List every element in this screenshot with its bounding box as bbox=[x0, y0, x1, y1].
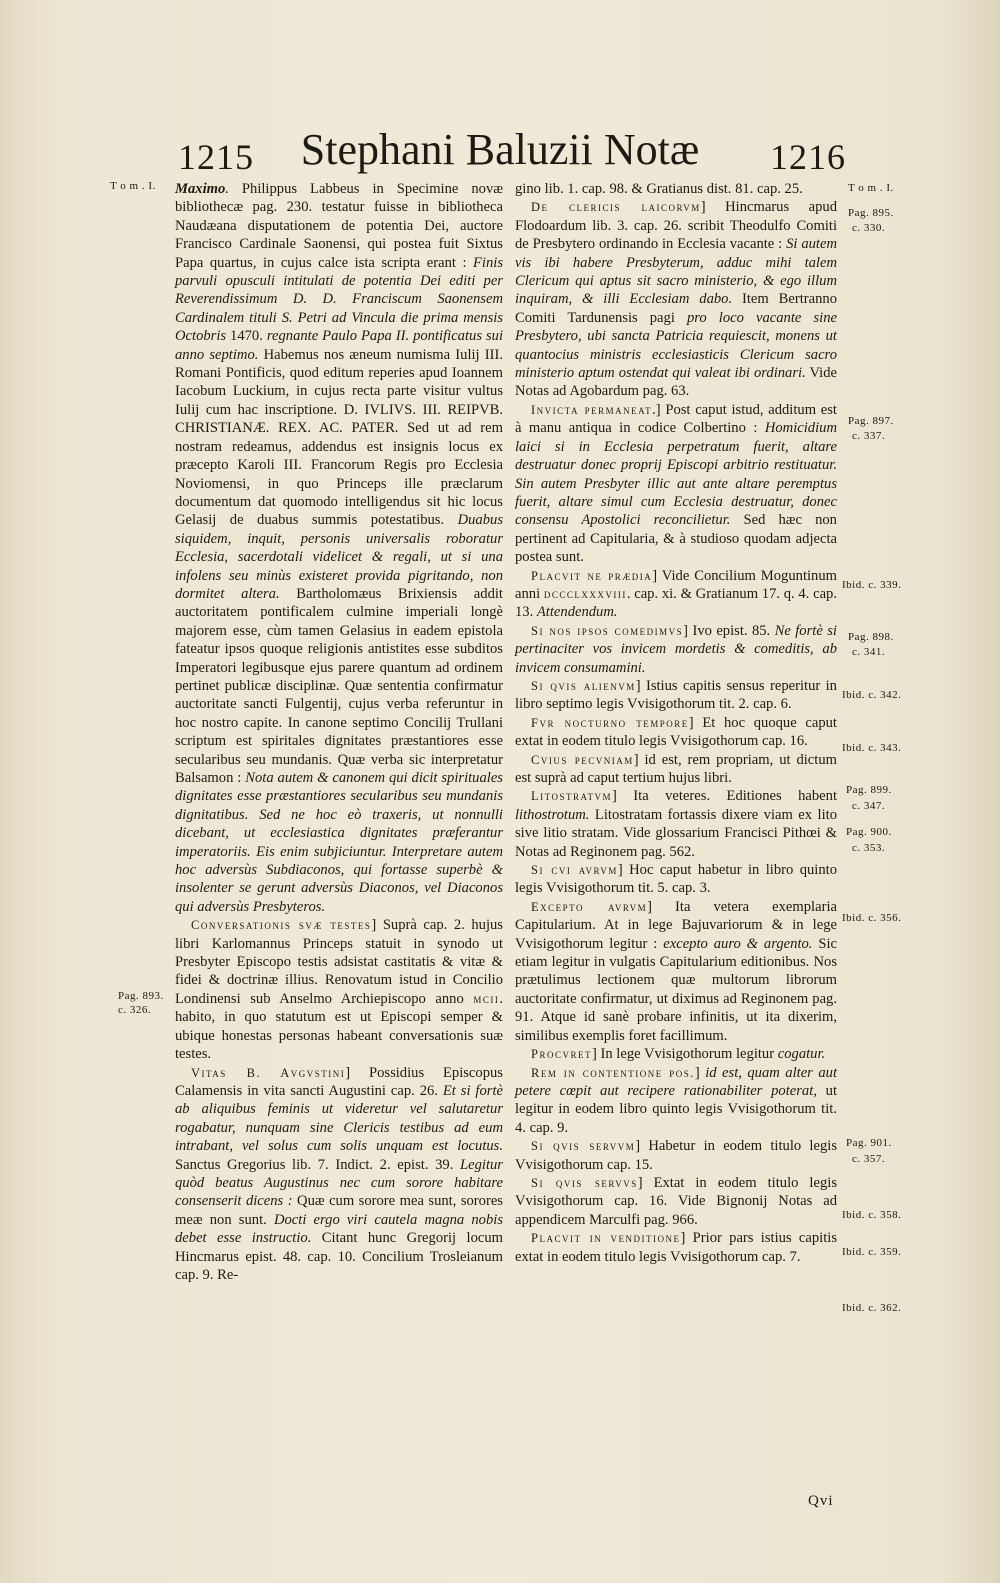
running-title: Stephani Baluzii Notæ bbox=[300, 125, 700, 174]
paragraph: Si qvis servvs] Extat in eodem titulo legis Vvisigothorum cap. 16. Vide Bignonij Notas ad appendicem Marculfi pag. 966. bbox=[515, 1174, 837, 1228]
margin-ref: Ibid. c. 339. bbox=[842, 579, 902, 591]
margin-ref: Pag. 901. bbox=[846, 1137, 892, 1149]
margin-ref: c. 357. bbox=[852, 1153, 886, 1165]
margin-ref: Pag. 898. bbox=[848, 631, 894, 643]
catchword: Qvi bbox=[808, 1493, 834, 1509]
paragraph: Si qvis servvm] Habetur in eodem titulo legis Vvisigothorum cap. 15. bbox=[515, 1138, 837, 1173]
margin-ref: Ibid. c. 359. bbox=[842, 1246, 902, 1258]
margin-ref: Ibid. c. 362. bbox=[842, 1302, 902, 1314]
margin-ref: c. 326. bbox=[118, 1004, 152, 1016]
margin-ref: c. 337. bbox=[852, 430, 886, 442]
margin-tome-right: T o m . I. bbox=[848, 182, 894, 194]
paragraph: Si nos ipsos comedimvs] Ivo epist. 85. Ne fortè si pertinaciter vos invicem mordetis & comeditis, ab invicem consumamini. bbox=[515, 622, 837, 676]
paragraph: Invicta permaneat.] Post caput istud, additum est à manu antiqua in codice Colbertino : Homicidium laici si in Ecclesia perpetratum fuerit, altare destruatur donec proprij Episcopi arbitrio restituatur. Sin autem Presbyter illic aut ante altare peremptus fuerit, altare simul cum Ecclesia destruatur, donec consensu Apostolici reconcilietur. Sed hæc non pertinent ad Capitularia, & à studioso quodam adjecta postea sunt. bbox=[515, 401, 837, 566]
margin-ref: Pag. 897. bbox=[848, 415, 894, 427]
paragraph: Placvit in venditione] Prior pars istius capitis extat in eodem titulo legis Vvisigothorum cap. 7. bbox=[515, 1230, 837, 1265]
margin-tome-left: T o m . I. bbox=[110, 180, 156, 192]
paragraph: Litostratvm] Ita veteres. Editiones habent lithostrotum. Litostratam fortassis dixere viam ex lito sive litio stratam. Vide glossarium Francisci Pithœi & Notas ad Reginonem pag. 562. bbox=[515, 788, 837, 860]
paragraph: Conversationis svæ testes] Suprà cap. 2. hujus libri Karlomannus Princeps statuit in synodo ut Presbyter Episcopo testis adsistat castitatis & vitæ & fidei & doctrinæ illius. Renovatum istud in Concilio Londinensi sub Anselmo Archiepiscopo anno mcii. habito, in quo statutum est ut Episcopi semper & ubique honestas personas habeant conversationis suæ testes. bbox=[175, 917, 503, 1063]
paragraph: Placvit ne prædia] Vide Concilium Moguntinum anni dccclxxxviii. cap. xi. & Gratianum 17. q. 4. cap. 13. Attendendum. bbox=[515, 567, 838, 621]
paragraph: De clericis laicorvm] Hincmarus apud Flodoardum lib. 3. cap. 26. scribit Theodulfo Comiti de Presbytero ordinando in Ecclesia vacante : Si autem vis ibi habere Presbyterum, adduc mihi talem Clericum qui aptus sit sacro ministerio, & ego illum inquiram, & illi Ecclesiam dabo. Item Bertranno Comiti Tardunensis pagi pro loco vacante sine Presbytero, ubi sancta Patricia requiescit, monens ut quantocius ministris ecclesiasticis Clericum sacro ministerio aptum ostendat qui valeat ibi ordinari. Vide Notas ad Agobardum pag. 63. bbox=[515, 199, 837, 400]
margin-ref: Ibid. c. 342. bbox=[842, 689, 902, 701]
paragraph: gino lib. 1. cap. 98. & Gratianus dist. 81. cap. 25. bbox=[515, 181, 803, 197]
page-number-left: 1215 bbox=[178, 137, 254, 177]
margin-ref: Ibid. c. 358. bbox=[842, 1209, 902, 1221]
paragraph: Excepto avrvm] Ita vetera exemplaria Capitularium. At in lege Bajuvariorum & in lege Vvisigothorum legitur : excepto auro & argento. Sic etiam legitur in vulgatis Capitularium editionibus. Nos prætulimus lectionem quæ multorum librorum auctoritate confirmatur, ut diximus ad Reginonem pag. 91. Atque id sanè probare infinitis, ut ita dixerim, similibus exemplis foret facillimum. bbox=[515, 898, 837, 1044]
left-column bbox=[175, 180, 503, 1284]
margin-ref: Ibid. c. 356. bbox=[842, 912, 902, 924]
margin-ref: c. 353. bbox=[852, 842, 886, 854]
running-header bbox=[0, 118, 1000, 178]
margin-ref: Pag. 893. bbox=[118, 990, 164, 1002]
margin-ref: c. 330. bbox=[852, 222, 886, 234]
paragraph: Si cvi avrvm] Hoc caput habetur in libro quinto legis Vvisigothorum tit. 5. cap. 3. bbox=[515, 862, 838, 897]
page-number-right: 1216 bbox=[770, 137, 846, 177]
margin-ref: c. 347. bbox=[852, 800, 886, 812]
right-column bbox=[515, 180, 837, 1266]
paragraph: Si qvis alienvm] Istius capitis sensus reperitur in libro septimo legis Vvisigothorum tit. 2. cap. 6. bbox=[515, 677, 837, 713]
margin-ref: Pag. 900. bbox=[846, 826, 892, 838]
margin-ref: Pag. 899. bbox=[846, 784, 892, 796]
margin-ref: Ibid. c. 343. bbox=[842, 742, 902, 754]
paragraph: Fvr nocturno tempore] Et hoc quoque caput extat in eodem titulo legis Vvisigothorum cap. 16. bbox=[515, 714, 837, 750]
paragraph: Cvius pecvniam] id est, rem propriam, ut dictum est suprà ad caput tertium hujus libri. bbox=[515, 751, 837, 786]
paragraph: Procvret] In lege Vvisigothorum legitur cogatur. bbox=[531, 1046, 826, 1063]
margin-ref: Pag. 895. bbox=[848, 207, 894, 219]
paragraph: Maximo. Philippus Labbeus in Specimine novæ bibliothecæ pag. 230. testatur fuisse in bibliotheca Naudæana disputationem de potentia Dei, auctore Francisco Cardinale Saonensi, qui postea fuit Sixtus Papa quartus, in cujus calce ista scripta erant : Finis parvuli opusculi intitulati de potentia Dei editi per Reverendissimum D. D. Franciscum Saonensem Cardinalem tituli S. Petri ad Vincula die prima mensis Octobris 1470. regnante Paulo Papa II. pontificatus sui anno septimo. Habemus nos æneum numisma Iulij III. Romani Pontificis, quod editum reperies apud Ioannem Iacobum Luckium, in cujus recta parte visitur vultus Iulij cum hac inscriptione. D. IVLIVS. III. REIPVB. CHRISTIANÆ. REX. AC. PATER. Sed ut ad rem nostram redeamus, addendus est insignis locus ex præcepto Karoli III. Francorum Regis pro Ecclesia Noviomensi, in quo Princeps ille præclarum documentum dat quomodo intelligendus sit hic locus Gelasij de duabus summis potestatibus. Duabus siquidem, inquit, personis universalis roboratur Ecclesia, sacerdotali videlicet & regali, ut si una infolens seu minùs existeret provida pigritando, non dormitet altera. Bartholomæus Brixiensis addit auctoritatem pontificalem culmine imperiali longè majorem esse, cùm tamen Gelasius in eadem epistola fateatur ipsos quoque religionis antistites esse subditos Imperatori legibusque ejus parere quantum ad ordinem pertinet publicæ disciplinæ. Quæ sententia confirmatur auctoritate sancti Fulgentij, cujus verba referuntur in hoc nostro capite. In canone septimo Concilij Trullani scriptum est spiritales dignitates præstantiores esse secularibus seu mundanis. Quæ verba sic interpretatur Balsamon : Nota autem & canonem qui dicit spirituales dignitates esse præstantiores secularibus seu mundanis dignitatibus. Sed ne hoc eò traxeris, ut nonnulli dicebant, ut ecclesiastica dignitates præferantur imperatoriis. Eis enim subjiciuntur. Interpretare autem hoc adversùs Subdiaconos, qui fortasse superbè & insolenter se gerunt adversùs Diaconos, vel Diaconos qui adversùs Presbyteros. bbox=[175, 181, 503, 915]
paragraph: Rem in contentione pos.] id est, quam alter aut petere cœpit aut recipere rationabiliter poterat, ut legitur in eodem libro quinto legis Vvisigothorum tit. 4. cap. 9. bbox=[515, 1064, 838, 1136]
paragraph: Vitas B. Avgvstini] Possidius Episcopus Calamensis in vita sancti Augustini cap. 26. Et si fortè ab aliquibus feminis ut videretur vel salutaretur rogabatur, nunquam sine Clericis testibus ad eum intrabant, vel solus cum solis unquam est locutus. Sanctus Gregorius lib. 7. Indict. 2. epist. 39. Legitur quòd beatus Augustinus nec cum sorore habitare consenserit dicens : Quæ cum sorore mea sunt, sorores meæ non sunt. Docti ergo viri cautela magna nobis debet esse instructio. Citant hunc Gregorij locum Hincmarus epist. 48. cap. 10. Concilium Trosleianum cap. 9. Re- bbox=[175, 1064, 504, 1283]
margin-ref: c. 341. bbox=[852, 646, 886, 658]
